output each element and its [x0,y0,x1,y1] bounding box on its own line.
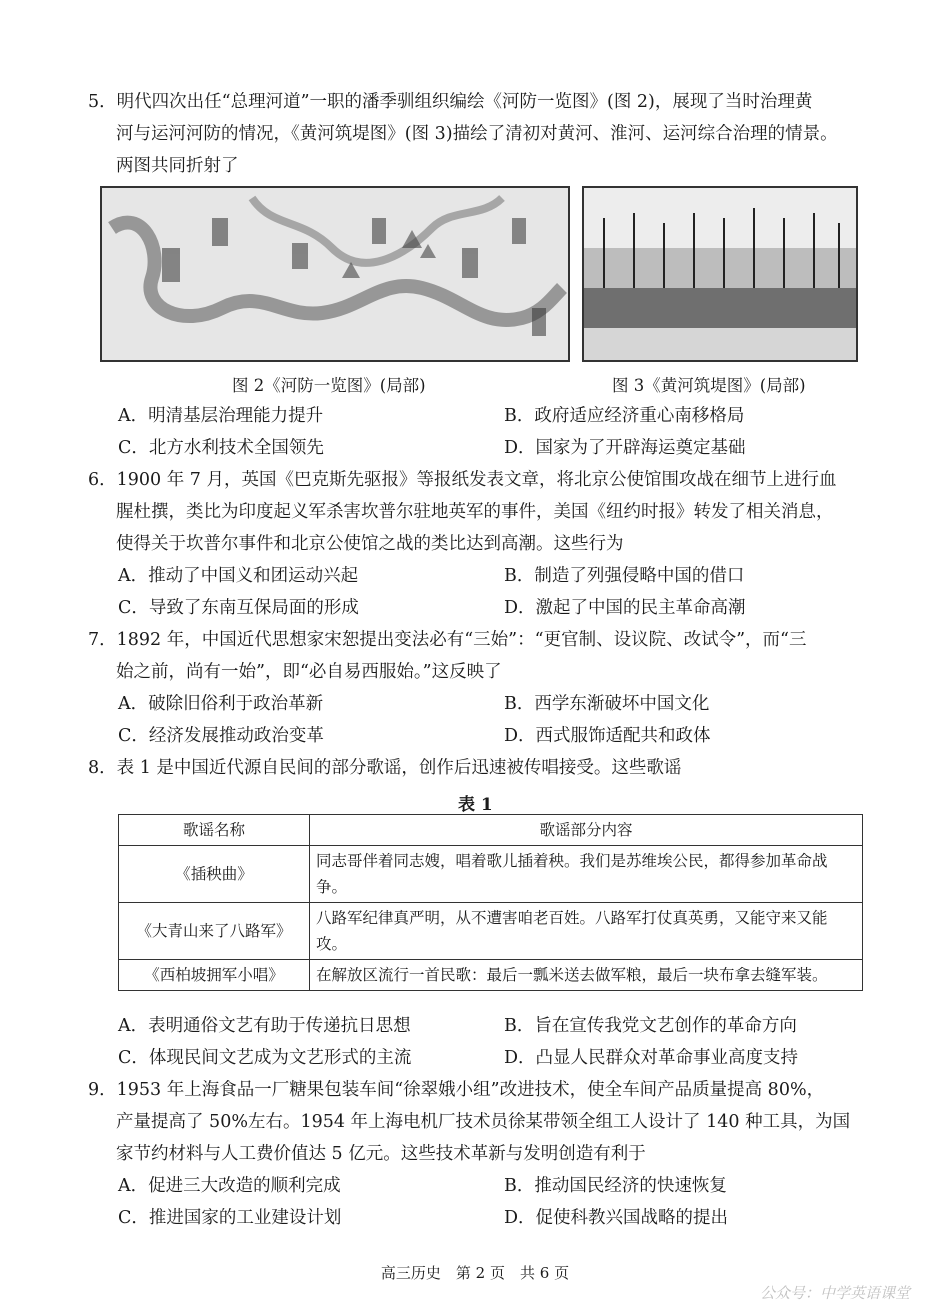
question-8 [88,752,868,784]
q9-line3: 家节约材料与人工费价值达 5 亿元。这些技术革新与发明创造有利于 [116,1144,646,1164]
q9-options [118,1170,878,1234]
q9-option-b: B．推动国民经济的快速恢复 [504,1176,727,1196]
table-row [119,903,863,960]
table-1-title: 表 1 [458,795,493,815]
river-map-illustration [102,188,568,360]
page-footer: 高三历史 第 2 页 共 6 页 [380,1264,570,1282]
song-name: 《大青山来了八路军》 [119,903,310,960]
q5-line1: 5．明代四次出任“总理河道”一职的潘季驯组织编绘《河防一览图》(图 2)，展现了当时治理黄 [88,92,813,112]
q6-option-c: C．导致了东南互保局面的形成 [118,598,359,618]
q6-option-a: A．推动了中国义和团运动兴起 [118,566,359,586]
q7-option-d: D．西式服饰适配共和政体 [504,726,711,746]
question-6 [88,464,868,560]
table-row [119,846,863,903]
figure-3-dike-painting [582,186,858,362]
watermark: 公众号：中学英语课堂 [759,1284,910,1302]
q6-line3: 使得关于坎普尔事件和北京公使馆之战的类比达到高潮。这些行为 [116,534,624,554]
q9-option-d: D．促使科教兴国战略的提出 [504,1208,729,1228]
q5-number: 5． [88,92,117,112]
q5-option-b: B．政府适应经济重心南移格局 [504,406,745,426]
q8-line1: 8．表 1 是中国近代源自民间的部分歌谣，创作后迅速被传唱接受。这些歌谣 [88,758,682,778]
song-content: 在解放区流行一首民歌：最后一瓢米送去做军粮，最后一块布拿去缝军装。 [310,960,863,991]
q7-option-a: A．破除旧俗利于政治革新 [118,694,324,714]
q6-line2: 腥杜撰，类比为印度起义军杀害坎普尔驻地英军的事件，美国《纽约时报》转发了相关消息， [116,502,834,522]
songs-table [118,814,863,991]
q5-line2: 河与运河河防的情况，《黄河筑堤图》(图 3)描绘了清初对黄河、淮河、运河综合治理的情景。 [116,124,838,144]
q7-option-b: B．西学东渐破坏中国文化 [504,694,710,714]
q5-line3: 两图共同折射了 [116,156,239,176]
q7-line2: 始之前，尚有一始”，即“必自易西服始。”这反映了 [116,662,502,682]
q9-line1: 9．1953 年上海食品一厂糖果包装车间“徐翠娥小组”改进技术，使全车间产品质量提高 80%， [88,1080,825,1100]
question-9 [88,1074,868,1170]
figure-3-caption: 图 3《黄河筑堤图》(局部) [612,376,806,395]
q8-option-d: D．凸显人民群众对革命事业高度支持 [504,1048,799,1068]
q6-option-b: B．制造了列强侵略中国的借口 [504,566,745,586]
song-name: 《插秧曲》 [119,846,310,903]
q6-options [118,560,878,624]
question-5 [88,86,868,182]
q5-option-a: A．明清基层治理能力提升 [118,406,324,426]
q6-line1: 6．1900 年 7 月，英国《巴克斯先驱报》等报纸发表文章，将北京公使馆围攻战在细节上进行血 [88,470,837,490]
q9-option-c: C．推进国家的工业建设计划 [118,1208,342,1228]
figure-2-caption: 图 2《河防一览图》(局部) [232,376,426,395]
table-row [119,960,863,991]
q7-line1: 7．1892 年，中国近代思想家宋恕提出变法必有“三始”：“更官制、设议院、改试令”，而“三 [88,630,807,650]
table-header-row [119,815,863,846]
dike-painting-illustration [584,188,856,360]
q5-options [118,400,878,464]
q5-option-c: C．北方水利技术全国领先 [118,438,324,458]
q9-option-a: A．促进三大改造的顺利完成 [118,1176,341,1196]
song-content: 八路军纪律真严明，从不遭害咱老百姓。八路军打仗真英勇，又能守来又能攻。 [310,903,863,960]
q8-options [118,1010,878,1074]
q7-option-c: C．经济发展推动政治变革 [118,726,324,746]
q8-option-a: A．表明通俗文艺有助于传递抗日思想 [118,1016,411,1036]
header-song-name: 歌谣名称 [119,815,310,846]
q7-options [118,688,878,752]
song-name: 《西柏坡拥军小唱》 [119,960,310,991]
q5-option-d: D．国家为了开辟海运奠定基础 [504,438,746,458]
q8-option-c: C．体现民间文艺成为文艺形式的主流 [118,1048,412,1068]
song-content: 同志哥伴着同志嫂，唱着歌儿插着秧。我们是苏维埃公民，都得参加革命战争。 [310,846,863,903]
q6-option-d: D．激起了中国的民主革命高潮 [504,598,746,618]
q9-line2: 产量提高了 50%左右。1954 年上海电机厂技术员徐某带领全组工人设计了 140 种工具，为国 [116,1112,851,1132]
header-song-content: 歌谣部分内容 [310,815,863,846]
q8-option-b: B．旨在宣传我党文艺创作的革命方向 [504,1016,797,1036]
question-7 [88,624,868,688]
figure-2-river-map [100,186,570,362]
